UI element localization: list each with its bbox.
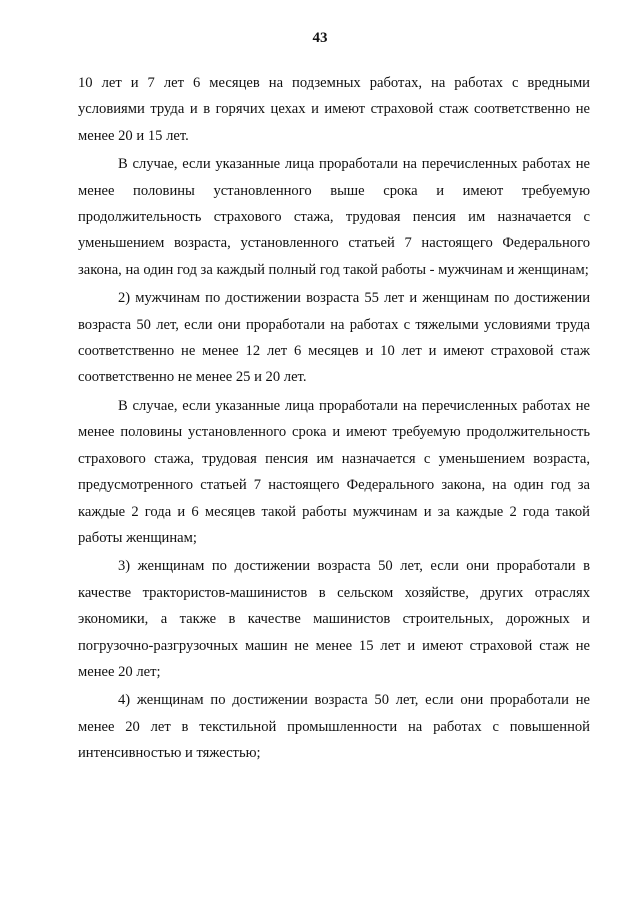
page-number: 43 xyxy=(312,30,328,46)
paragraph-item-3: 3) женщинам по достижении возраста 50 лет, если они проработали в качестве трактористов-машинистов в сельском хозяйстве, других отраслях экономики, а также в качестве машинистов строительных, дорожных и погрузочно-разгрузочных машин не менее 15 лет и имеют страховой стаж не менее 20 лет; xyxy=(78,558,590,680)
paragraph-continuation: 10 лет и 7 лет 6 месяцев на подземных работах, на работах с вредными условиями труда и в горячих цехах и имеют страховой стаж соответственно не менее 20 и 15 лет. xyxy=(78,75,590,144)
paragraph-item-4: 4) женщинам по достижении возраста 50 лет, если они проработали не менее 20 лет в текстильной промышленности на работах с повышенной интенсивностью и тяжестью; xyxy=(78,692,590,762)
paragraph-reduction-rule-1: В случае, если указанные лица проработали на перечисленных работах не менее половины установленного выше срока и имеют требуемую продолжительность страхового стажа, трудовая пенсия им назначается с уменьшением возраста, установленного статьей 7 настоящего Федерального закона, на один год за каждый полный год такой работы - мужчинам и женщинам; xyxy=(78,156,590,278)
paragraph-reduction-rule-2: В случае, если указанные лица проработали на перечисленных работах не менее половины установленного срока и имеют требуемую продолжительность страхового стажа, трудовая пенсия им назначается с уменьшением возраста, предусмотренного статьей 7 настоящего Федерального закона, на один год за каждые 2 года и 6 месяцев такой работы мужчинам и за каждые 2 года такой работы женщинам; xyxy=(78,397,590,546)
paragraph-item-2: 2) мужчинам по достижении возраста 55 лет и женщинам по достижении возраста 50 лет, если они проработали на работах с тяжелыми условиями труда соответственно не менее 12 лет 6 месяцев и 10 лет и имеют страховой стаж соответственно не менее 25 и 20 лет. xyxy=(78,290,590,386)
document-body xyxy=(78,70,590,769)
